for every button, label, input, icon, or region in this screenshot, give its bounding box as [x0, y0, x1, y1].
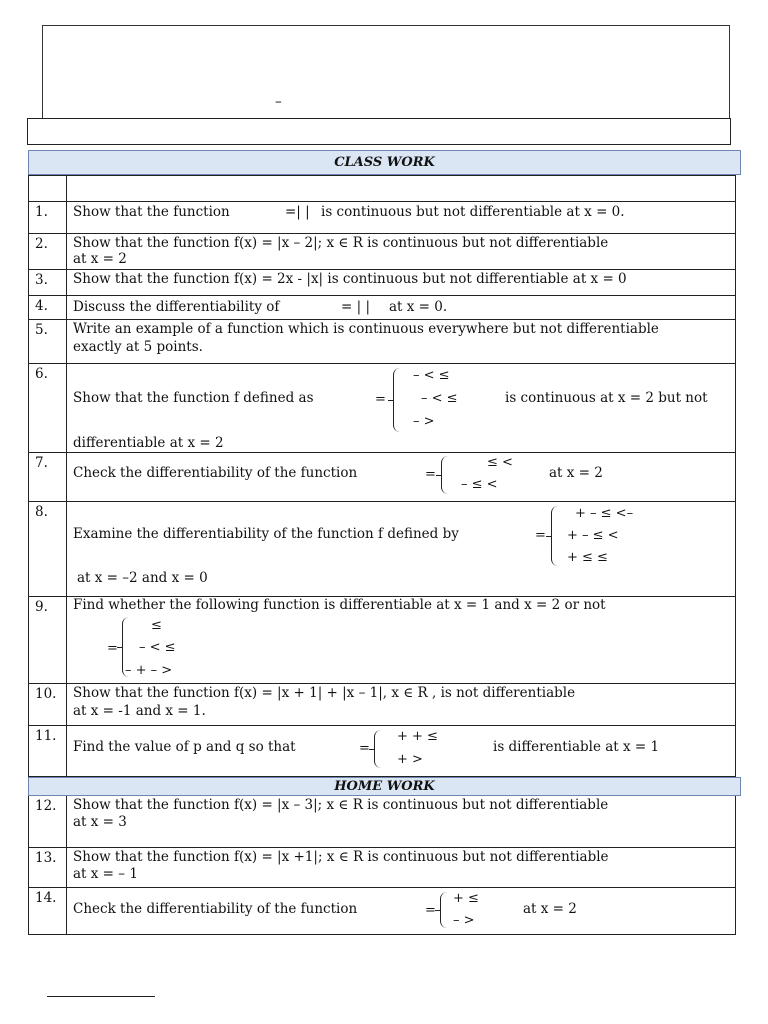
- question-row-1: [28, 202, 736, 234]
- piecewise-brace: [551, 506, 559, 566]
- question-number: 8.: [29, 502, 67, 596]
- header-box: [42, 25, 730, 119]
- table-row-empty: [28, 175, 736, 202]
- question-number: 12.: [29, 796, 67, 847]
- question-text: at x = –2 and x = 0: [77, 570, 208, 586]
- question-row-7: [28, 453, 736, 502]
- question-text: Examine the differentiability of the function f defined by: [73, 526, 459, 542]
- equals-sign: =: [359, 741, 370, 756]
- question-row-14: [28, 888, 736, 935]
- piecewise-row: – < ≤: [139, 640, 176, 655]
- equals-sign: =: [425, 467, 436, 482]
- piecewise-row: – + – >: [125, 663, 173, 678]
- piecewise-row: – < ≤: [421, 391, 458, 406]
- question-number: 2.: [29, 234, 67, 269]
- question-number: 7.: [29, 453, 67, 501]
- piecewise-row: + ≤: [453, 891, 479, 906]
- question-text: Show that the function f(x) = |x + 1| + |x – 1|, x ∈ R , is not differentiable: [73, 685, 576, 701]
- question-text: at x = 0.: [389, 299, 448, 315]
- piecewise-brace: [441, 456, 449, 494]
- equals-sign: =: [375, 392, 386, 407]
- question-number: 13.: [29, 848, 67, 887]
- question-row-6: [28, 364, 736, 453]
- question-number: 4.: [29, 296, 67, 319]
- question-text: Find the value of p and q so that: [73, 739, 296, 755]
- question-text: Show that the function f(x) = |x – 2|; x ∈ R is continuous but not differentiable: [73, 235, 609, 251]
- question-number: 1.: [29, 202, 67, 233]
- question-number: 14.: [29, 888, 67, 934]
- piecewise-brace: [440, 892, 448, 928]
- header-dash: –: [275, 94, 282, 110]
- home-work-heading: HOME WORK: [334, 779, 435, 794]
- question-text: differentiable at x = 2: [73, 435, 224, 451]
- question-text: at x = – 1: [73, 866, 138, 882]
- question-text: Show that the function f(x) = 2x - |x| is continuous but not differentiable at x = 0: [73, 271, 627, 287]
- question-row-2: [28, 234, 736, 270]
- piecewise-row: – >: [453, 913, 475, 928]
- piecewise-row: – ≤ <: [461, 477, 498, 492]
- piecewise-brace: [393, 368, 401, 432]
- piecewise-row: – >: [413, 414, 435, 429]
- question-text: is continuous at x = 2 but not: [505, 390, 708, 406]
- question-text: Show that the function f(x) = |x +1|; x ∈ R is continuous but not differentiable: [73, 849, 609, 865]
- question-text: Show that the function f(x) = |x – 3|; x ∈ R is continuous but not differentiable: [73, 797, 609, 813]
- equals-sign: =: [425, 903, 436, 918]
- footer-line: [47, 996, 155, 997]
- question-row-10: [28, 684, 736, 726]
- equation: = | |: [341, 299, 370, 315]
- question-text: Write an example of a function which is continuous everywhere but not differentiable: [73, 321, 659, 337]
- question-row-9: [28, 597, 736, 684]
- question-text: Show that the function: [73, 204, 230, 220]
- piecewise-row: + – ≤ <: [567, 528, 619, 543]
- question-text: is differentiable at x = 1: [493, 739, 660, 755]
- question-number: 6.: [29, 364, 67, 452]
- class-work-heading: CLASS WORK: [334, 155, 435, 170]
- question-number: 10.: [29, 684, 67, 725]
- question-row-5: [28, 320, 736, 364]
- question-text: at x = 2: [73, 251, 127, 267]
- question-number: 11.: [29, 726, 67, 776]
- piecewise-row: – < ≤: [413, 368, 450, 383]
- question-row-8: [28, 502, 736, 597]
- title-box: [27, 118, 731, 145]
- question-text: at x = 2: [523, 901, 577, 917]
- question-row-3: [28, 270, 736, 296]
- equation: =| |: [285, 204, 310, 220]
- equals-sign: =: [107, 641, 118, 656]
- row-number-cell: [29, 176, 67, 201]
- question-row-4: [28, 296, 736, 320]
- piecewise-row: + ≤ ≤: [567, 550, 608, 565]
- piecewise-row: + >: [397, 752, 423, 767]
- question-row-13: [28, 848, 736, 888]
- question-row-12: [28, 796, 736, 848]
- piecewise-row: ≤ <: [487, 455, 513, 470]
- question-text: Discuss the differentiability of: [73, 299, 280, 315]
- question-number: 9.: [29, 597, 67, 683]
- piecewise-row: + – ≤ <–: [575, 506, 634, 521]
- question-number: 5.: [29, 320, 67, 363]
- question-text: Check the differentiability of the function: [73, 465, 358, 481]
- question-row-11: [28, 726, 736, 777]
- class-work-banner: [28, 150, 741, 175]
- question-text: Find whether the following function is differentiable at x = 1 and x = 2 or not: [73, 597, 606, 613]
- piecewise-brace: [374, 730, 382, 768]
- question-text: at x = 3: [73, 814, 127, 830]
- equals-sign: =: [535, 528, 546, 543]
- home-work-banner: [28, 777, 741, 796]
- question-text: exactly at 5 points.: [73, 339, 203, 355]
- question-text: Check the differentiability of the function: [73, 901, 358, 917]
- question-text: Show that the function f defined as: [73, 390, 314, 406]
- question-text: at x = 2: [549, 465, 603, 481]
- question-text: at x = -1 and x = 1.: [73, 703, 206, 719]
- piecewise-row: + + ≤: [397, 729, 438, 744]
- question-text: is continuous but not differentiable at x = 0.: [321, 204, 625, 220]
- question-number: 3.: [29, 270, 67, 295]
- piecewise-row: ≤: [151, 618, 162, 633]
